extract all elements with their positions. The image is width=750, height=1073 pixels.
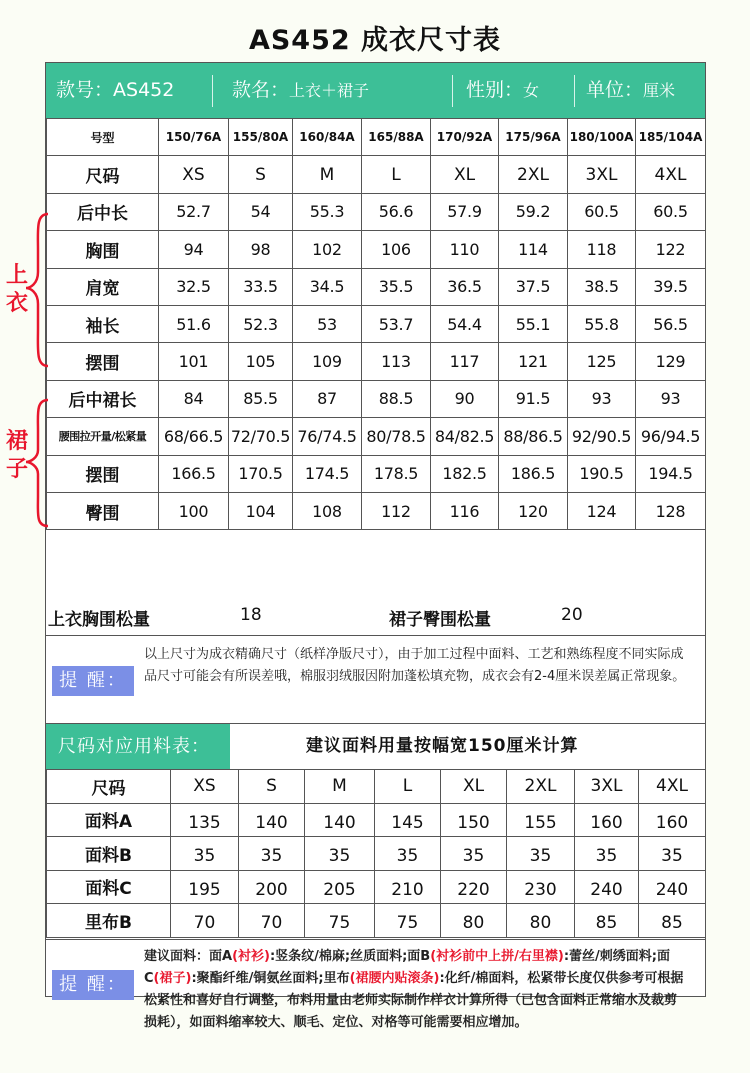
- reminder-highlight: (裙腰内贴滚条): [349, 971, 440, 986]
- style-name-label: 款名：: [232, 79, 290, 101]
- value-cell: 186.5: [499, 455, 568, 492]
- row-label: 后中裙长: [47, 380, 159, 417]
- value-cell: 33.5: [229, 268, 293, 305]
- size-label: 尺码: [47, 156, 159, 193]
- reminder-highlight: (裙子): [153, 971, 192, 986]
- value-cell: 35: [171, 837, 239, 871]
- reminder-text-part: :竖条纹/棉麻;丝质面料;面B: [269, 949, 431, 964]
- value-cell: 56.5: [636, 305, 706, 342]
- value-cell: 35.5: [362, 268, 431, 305]
- reminder-badge: 提 醒：: [52, 666, 134, 696]
- value-cell: 110: [431, 231, 499, 268]
- table-row: [47, 231, 706, 268]
- value-cell: 113: [362, 343, 431, 380]
- value-cell: 80/78.5: [362, 418, 431, 455]
- page-title: AS452 成衣尺寸表: [248, 25, 502, 56]
- fabric-header: [46, 724, 705, 769]
- value-cell: 101: [159, 343, 229, 380]
- value-cell: 84: [159, 380, 229, 417]
- top-ease-value: 18: [240, 605, 262, 625]
- fabric-hint: 建议面料用量按幅宽150厘米计算: [306, 736, 579, 756]
- fabric-reminder: [46, 939, 705, 1030]
- fabric-reminder-text: [144, 946, 689, 1034]
- table-row: [47, 380, 706, 417]
- value-cell: 170.5: [229, 455, 293, 492]
- value-cell: 80: [507, 904, 575, 938]
- reminder-note: [46, 635, 705, 724]
- value-cell: 55.3: [293, 193, 362, 230]
- value-cell: 68/66.5: [159, 418, 229, 455]
- value-cell: 53: [293, 305, 362, 342]
- size-cell: XL: [431, 156, 499, 193]
- value-cell: 194.5: [636, 455, 706, 492]
- value-cell: 85.5: [229, 380, 293, 417]
- value-cell: 70: [171, 904, 239, 938]
- value-cell: 35: [441, 837, 507, 871]
- row-label: 臀围: [47, 492, 159, 529]
- value-cell: 52.3: [229, 305, 293, 342]
- value-cell: 84/82.5: [431, 418, 499, 455]
- table-row: [47, 343, 706, 380]
- gender: [466, 63, 539, 118]
- value-cell: 135: [171, 803, 239, 837]
- row-label: 后中长: [47, 193, 159, 230]
- value-cell: 128: [636, 492, 706, 529]
- style-name: [232, 63, 369, 118]
- value-cell: 56.6: [362, 193, 431, 230]
- reminder-highlight: (衬衫前中上拼/右里襟): [430, 949, 564, 964]
- fabric-size-row: [47, 770, 706, 804]
- side-label-top-text: 上衣: [6, 263, 29, 316]
- size-cell: L: [375, 770, 441, 804]
- value-cell: 104: [229, 492, 293, 529]
- value-cell: 166.5: [159, 455, 229, 492]
- gender-value: 女: [523, 81, 540, 100]
- value-cell: 75: [305, 904, 375, 938]
- value-cell: 88.5: [362, 380, 431, 417]
- value-cell: 200: [239, 870, 305, 904]
- ease-row: [46, 596, 705, 635]
- table-row: [47, 455, 706, 492]
- value-cell: 55.1: [499, 305, 568, 342]
- row-label: 面料A: [47, 803, 171, 837]
- row-label: 里布B: [47, 904, 171, 938]
- value-cell: 129: [636, 343, 706, 380]
- value-cell: 35: [375, 837, 441, 871]
- reminder-text-part: :蕾丝/刺绣面料;面C: [144, 949, 671, 986]
- reminder-badge: 提 醒：: [52, 970, 134, 1000]
- size-cell: 3XL: [575, 770, 639, 804]
- value-cell: 54: [229, 193, 293, 230]
- value-cell: 91.5: [499, 380, 568, 417]
- reminder-text: 以上尺寸为成衣精确尺寸（纸样净版尺寸），由于加工过程中面料、工艺和熟练程度不同实际成品尺寸可能会有所误差哦，棉服羽绒服因附加蓬松填充物，成衣会有2-4厘米误差属正常现象。: [144, 647, 686, 684]
- value-cell: 70: [239, 904, 305, 938]
- size-cell: XS: [171, 770, 239, 804]
- reminder-text-part: 建议面料：面A: [144, 949, 233, 964]
- value-cell: 38.5: [568, 268, 636, 305]
- value-cell: 94: [159, 231, 229, 268]
- value-cell: 34.5: [293, 268, 362, 305]
- value-cell: 190.5: [568, 455, 636, 492]
- value-cell: 36.5: [431, 268, 499, 305]
- model-cell: 185/104A: [636, 119, 706, 156]
- style-name-value: 上衣＋裙子: [289, 81, 370, 100]
- value-cell: 150: [441, 803, 507, 837]
- value-cell: 35: [239, 837, 305, 871]
- value-cell: 108: [293, 492, 362, 529]
- value-cell: 35: [575, 837, 639, 871]
- unit: [586, 63, 675, 118]
- value-cell: 39.5: [636, 268, 706, 305]
- value-cell: 100: [159, 492, 229, 529]
- model-cell: 175/96A: [499, 119, 568, 156]
- fabric-size-label: 尺码: [47, 770, 171, 804]
- value-cell: 93: [636, 380, 706, 417]
- table-row: [47, 418, 706, 455]
- model-cell: 170/92A: [431, 119, 499, 156]
- model-cell: 155/80A: [229, 119, 293, 156]
- value-cell: 98: [229, 231, 293, 268]
- value-cell: 60.5: [568, 193, 636, 230]
- row-label: 面料C: [47, 870, 171, 904]
- value-cell: 205: [305, 870, 375, 904]
- value-cell: 155: [507, 803, 575, 837]
- side-label-skirt: [6, 428, 28, 484]
- unit-label: 单位：: [586, 79, 644, 101]
- model-row: [47, 119, 706, 156]
- value-cell: 145: [375, 803, 441, 837]
- value-cell: 76/74.5: [293, 418, 362, 455]
- model-cell: 160/84A: [293, 119, 362, 156]
- value-cell: 32.5: [159, 268, 229, 305]
- value-cell: 85: [575, 904, 639, 938]
- style-number-label: 款号：: [56, 79, 114, 101]
- value-cell: 140: [305, 803, 375, 837]
- skirt-ease-label: 裙子臀围松量: [389, 610, 491, 630]
- table-row: [47, 193, 706, 230]
- value-cell: 120: [499, 492, 568, 529]
- value-cell: 105: [229, 343, 293, 380]
- value-cell: 117: [431, 343, 499, 380]
- value-cell: 75: [375, 904, 441, 938]
- fabric-row: [47, 803, 706, 837]
- row-label: 面料B: [47, 837, 171, 871]
- value-cell: 109: [293, 343, 362, 380]
- value-cell: 92/90.5: [568, 418, 636, 455]
- side-label-skirt-text: 裙子: [6, 429, 29, 482]
- size-cell: 4XL: [636, 156, 706, 193]
- model-cell: 165/88A: [362, 119, 431, 156]
- value-cell: 182.5: [431, 455, 499, 492]
- size-row: [47, 156, 706, 193]
- fabric-row: [47, 837, 706, 871]
- value-cell: 160: [575, 803, 639, 837]
- table-row: [47, 492, 706, 529]
- fabric-tab: 尺码对应用料表：: [46, 724, 230, 769]
- row-label: 肩宽: [47, 268, 159, 305]
- value-cell: 178.5: [362, 455, 431, 492]
- value-cell: 125: [568, 343, 636, 380]
- row-label: 摆围: [47, 343, 159, 380]
- value-cell: 88/86.5: [499, 418, 568, 455]
- style-number: [56, 63, 174, 118]
- value-cell: 93: [568, 380, 636, 417]
- value-cell: 55.8: [568, 305, 636, 342]
- value-cell: 102: [293, 231, 362, 268]
- side-label-top: [6, 262, 28, 318]
- row-label: 摆围: [47, 455, 159, 492]
- model-label: 号型: [47, 119, 159, 156]
- row-label: 袖长: [47, 305, 159, 342]
- size-cell: 2XL: [507, 770, 575, 804]
- divider: [452, 75, 453, 107]
- value-cell: 210: [375, 870, 441, 904]
- value-cell: 51.6: [159, 305, 229, 342]
- value-cell: 90: [431, 380, 499, 417]
- value-cell: 116: [431, 492, 499, 529]
- divider: [574, 75, 575, 107]
- gender-label: 性别：: [466, 79, 524, 101]
- value-cell: 118: [568, 231, 636, 268]
- value-cell: 114: [499, 231, 568, 268]
- info-header: [46, 63, 705, 118]
- fabric-row: [47, 904, 706, 938]
- value-cell: 220: [441, 870, 507, 904]
- value-cell: 122: [636, 231, 706, 268]
- value-cell: 112: [362, 492, 431, 529]
- value-cell: 35: [507, 837, 575, 871]
- value-cell: 230: [507, 870, 575, 904]
- value-cell: 80: [441, 904, 507, 938]
- value-cell: 174.5: [293, 455, 362, 492]
- skirt-ease-value: 20: [561, 605, 583, 625]
- row-label: 腰围拉开量/松紧量: [47, 418, 159, 455]
- table-row: [47, 305, 706, 342]
- value-cell: 35: [639, 837, 706, 871]
- value-cell: 52.7: [159, 193, 229, 230]
- value-cell: 85: [639, 904, 706, 938]
- size-cell: M: [305, 770, 375, 804]
- value-cell: 54.4: [431, 305, 499, 342]
- fabric-row: [47, 870, 706, 904]
- value-cell: 37.5: [499, 268, 568, 305]
- value-cell: 160: [639, 803, 706, 837]
- value-cell: 72/70.5: [229, 418, 293, 455]
- value-cell: 57.9: [431, 193, 499, 230]
- size-cell: S: [229, 156, 293, 193]
- value-cell: 106: [362, 231, 431, 268]
- size-cell: L: [362, 156, 431, 193]
- fabric-table: [46, 769, 706, 938]
- value-cell: 240: [639, 870, 706, 904]
- value-cell: 240: [575, 870, 639, 904]
- size-chart-frame: [45, 62, 706, 1030]
- reminder-text-part: :聚酯纤维/铜氨丝面料;里布: [191, 971, 350, 986]
- value-cell: 124: [568, 492, 636, 529]
- size-cell: S: [239, 770, 305, 804]
- divider: [212, 75, 213, 107]
- model-cell: 180/100A: [568, 119, 636, 156]
- size-cell: M: [293, 156, 362, 193]
- value-cell: 96/94.5: [636, 418, 706, 455]
- top-ease-label: 上衣胸围松量: [48, 610, 150, 630]
- size-table: [46, 118, 706, 530]
- table-row: [47, 268, 706, 305]
- value-cell: 60.5: [636, 193, 706, 230]
- style-number-value: AS452: [113, 79, 175, 101]
- value-cell: 121: [499, 343, 568, 380]
- value-cell: 195: [171, 870, 239, 904]
- value-cell: 59.2: [499, 193, 568, 230]
- reminder-text-part: :化纤/棉面料，松紧带长度仅供参考可根据松紧性和喜好自行调整，布料用量由老师实际制作样衣计算所得（已包含面料正常缩水及裁剪损耗），如面料缩率较大、顺毛、定位、对格等可能需要相应增加。: [144, 971, 684, 1030]
- size-cell: 2XL: [499, 156, 568, 193]
- reminder-highlight: (衬衫): [232, 949, 270, 964]
- value-cell: 140: [239, 803, 305, 837]
- size-cell: XL: [441, 770, 507, 804]
- value-cell: 35: [305, 837, 375, 871]
- row-label: 胸围: [47, 231, 159, 268]
- value-cell: 53.7: [362, 305, 431, 342]
- size-cell: 4XL: [639, 770, 706, 804]
- unit-value: 厘米: [643, 81, 676, 100]
- model-cell: 150/76A: [159, 119, 229, 156]
- size-cell: 3XL: [568, 156, 636, 193]
- value-cell: 87: [293, 380, 362, 417]
- size-cell: XS: [159, 156, 229, 193]
